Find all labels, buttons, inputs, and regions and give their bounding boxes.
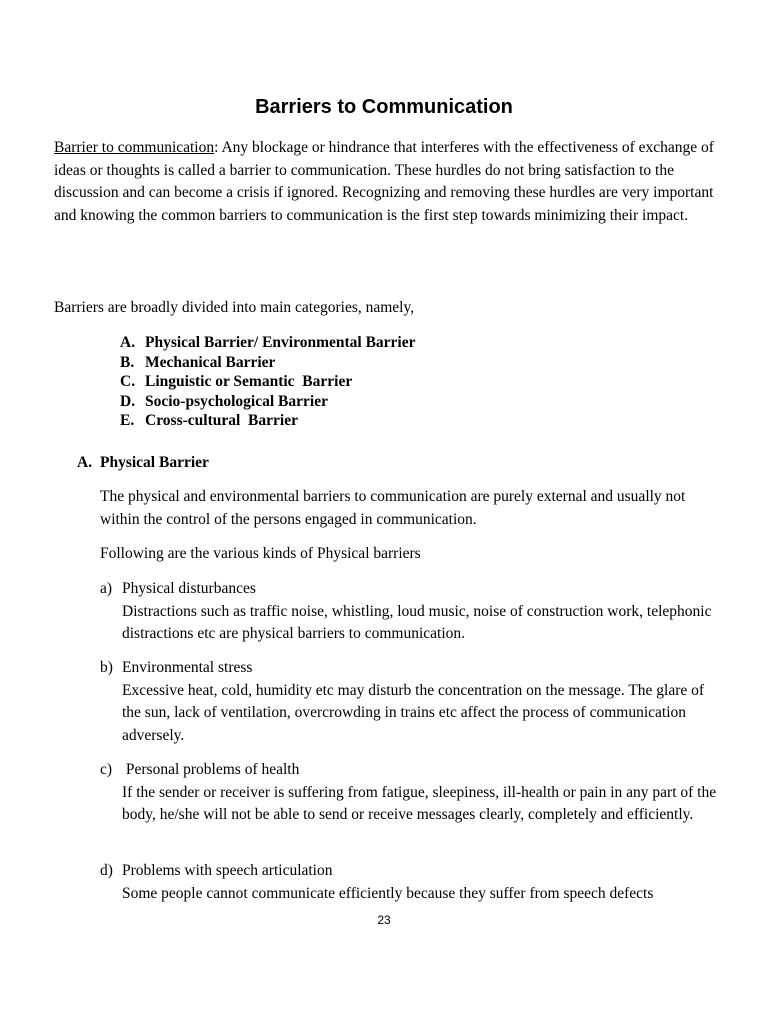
section-heading	[77, 452, 209, 474]
intro-term: Barrier to communication	[54, 139, 215, 156]
item-marker: b)	[100, 659, 113, 676]
category-label: Physical Barrier/ Environmental Barrier	[145, 334, 416, 351]
page-number: 23	[377, 913, 391, 927]
category-marker: E.	[120, 412, 135, 429]
categories-lead: Barriers are broadly divided into main categories, namely,	[54, 299, 415, 316]
category-label: Linguistic or Semantic Barrier	[145, 373, 353, 390]
item-description: Distractions such as traffic noise, whistling, loud music, noise of construction work, telephonic distractions etc are physical barriers to communication.	[122, 602, 712, 642]
category-item	[120, 333, 416, 353]
category-marker: B.	[120, 353, 135, 371]
category-label: Socio-psychological Barrier	[145, 392, 328, 410]
category-label: Mechanical Barrier	[145, 353, 276, 371]
item-title: Environmental stress	[122, 659, 253, 676]
categories-list	[120, 333, 416, 431]
list-item	[100, 860, 720, 905]
category-item	[120, 372, 416, 392]
item-title: Problems with speech articulation	[122, 862, 333, 879]
list-item	[100, 578, 720, 646]
category-label: Cross-cultural Barrier	[145, 412, 298, 429]
list-item	[100, 759, 720, 827]
page-title: Barriers to Communication	[255, 96, 513, 118]
item-marker: a)	[100, 580, 113, 597]
section-lead: Following are the various kinds of Physical barriers	[100, 545, 421, 562]
item-description: Some people cannot communicate efficiently because they suffer from speech defects	[122, 884, 654, 902]
item-title: Personal problems of health	[122, 761, 300, 778]
intro-text: : Any blockage or hindrance that interferes with the effectiveness of exchange of ideas or thoughts is called a barrier to communication. These hurdles do not bring satisfaction to the discussion and can become a crisis if ignored. Recognizing and removing these hurdles are very important and knowing the common barriers to communication is the first step towards minimizing their impact.	[54, 139, 714, 224]
category-marker: D.	[120, 392, 136, 410]
item-description: Excessive heat, cold, humidity etc may disturb the concentration on the message. The glare of the sun, lack of ventilation, overcrowding in trains etc affect the process of communication adversely.	[122, 681, 705, 744]
category-item	[120, 392, 416, 412]
item-marker: d)	[100, 862, 113, 879]
category-item	[120, 353, 416, 373]
category-marker: A.	[120, 334, 136, 351]
item-marker: c)	[100, 761, 113, 778]
list-item	[100, 657, 720, 747]
item-title: Physical disturbances	[122, 580, 256, 597]
item-description: If the sender or receiver is suffering from fatigue, sleepiness, ill-health or pain in any part of the body, he/she will not be able to send or receive messages clearly, completely and efficiently.	[122, 783, 717, 823]
intro-paragraph	[54, 137, 724, 227]
category-marker: C.	[120, 373, 136, 390]
category-item	[120, 411, 416, 431]
section-intro: The physical and environmental barriers to communication are purely external and usually not within the control of the persons engaged in communication.	[100, 488, 686, 528]
section-heading-text: Physical Barrier	[100, 454, 209, 471]
section-marker: A.	[77, 454, 93, 471]
